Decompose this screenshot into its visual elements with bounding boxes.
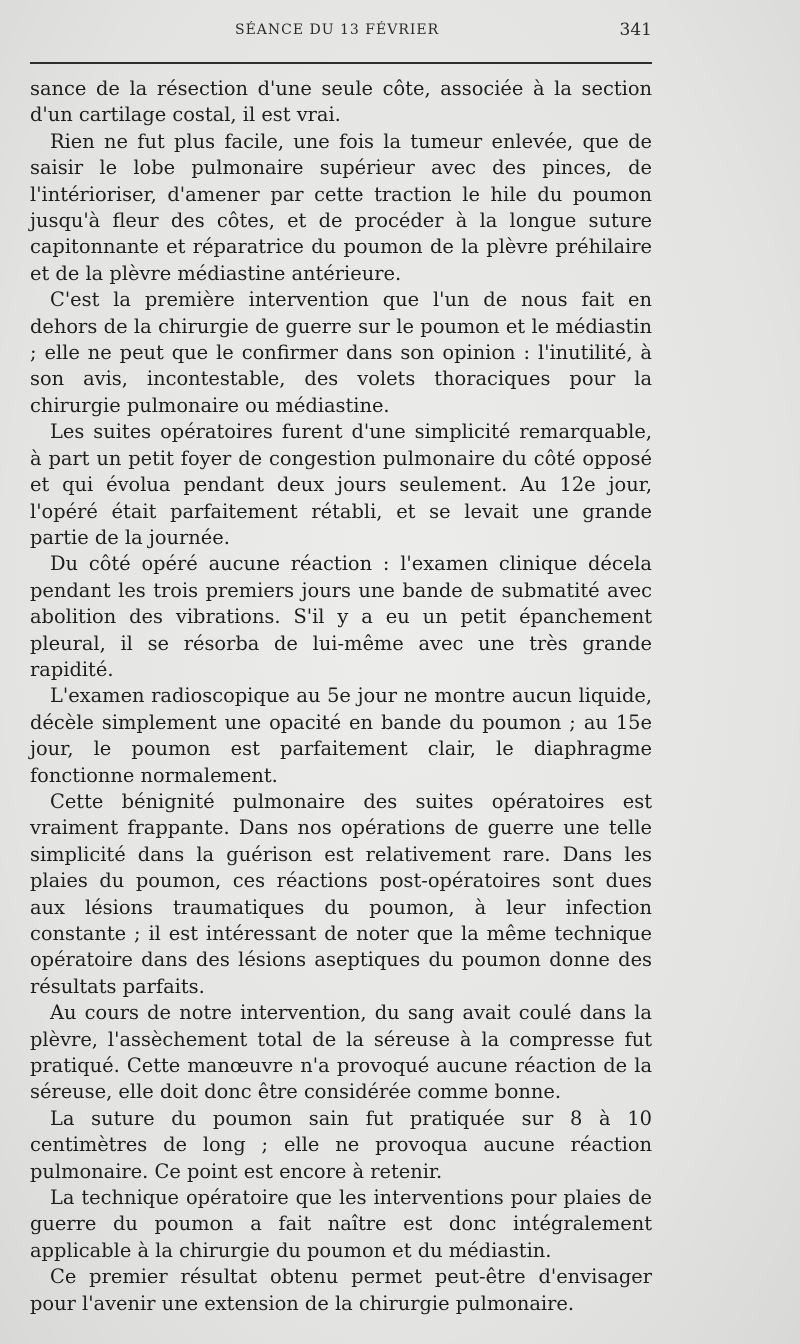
paragraph-2: Rien ne fut plus facile, une fois la tumeur enlevée, que de saisir le lobe pulmonaire supérieur avec des pinces, de l'intérioriser, d'amener par cette traction le hile du poumon jusqu'à fleur des côtes, et de procéder à la longue suture capitonnante et réparatrice du poumon de la plèvre préhilaire et de la plèvre médiastine antérieure.	[30, 129, 652, 285]
paragraph-1: sance de la résection d'une seule côte, associée à la section d'un cartilage costal, il est vrai.	[30, 77, 652, 127]
paragraph-11: Ce premier résultat obtenu permet peut-être d'envisager pour l'avenir une extension de la chirurgie pulmonaire.	[30, 1265, 652, 1315]
header-rule	[30, 62, 652, 64]
paragraph-8: Au cours de notre intervention, du sang avait coulé dans la plèvre, l'assèchement total de la séreuse à la compresse fut pratiqué. Cette manœuvre n'a provoqué aucune réaction de la séreuse, elle doit donc être considérée comme bonne.	[30, 1001, 652, 1104]
paragraph-5: Du côté opéré aucune réaction : l'examen clinique décela pendant les trois premiers jours une bande de submatité avec abolition des vibrations. S'il y a eu un petit épanchement pleural, il se résorba de lui-même avec une très grande rapidité.	[30, 552, 652, 681]
paragraph-4: Les suites opératoires furent d'une simplicité remarquable, à part un petit foyer de congestion pulmonaire du côté opposé et qui évolua pendant deux jours seulement. Au 12e jour, l'opéré était parfaitement rétabli, et se levait une grande partie de la journée.	[30, 420, 652, 549]
paragraph-6: L'examen radioscopique au 5e jour ne montre aucun liquide, décèle simplement une opacité en bande du poumon ; au 15e jour, le poumon est parfaitement clair, le diaphragme fonctionne normalement.	[30, 684, 652, 787]
body-text	[30, 76, 652, 1317]
page-header	[30, 20, 652, 44]
page-number: 341	[619, 20, 652, 40]
paragraph-10: La technique opératoire que les interventions pour plaies de guerre du poumon a fait naître est donc intégralement applicable à la chirurgie du poumon et du médiastin.	[30, 1186, 652, 1262]
paragraph-3: C'est la première intervention que l'un de nous fait en dehors de la chirurgie de guerre sur le poumon et le médiastin ; elle ne peut que le confirmer dans son opinion : l'inutilité, à son avis, incontestable, des volets thoraciques pour la chirurgie pulmonaire ou médiastine.	[30, 288, 652, 417]
running-title: SÉANCE DU 13 FÉVRIER	[235, 22, 440, 38]
paragraph-7: Cette bénignité pulmonaire des suites opératoires est vraiment frappante. Dans nos opérations de guerre une telle simplicité dans la guérison est relativement rare. Dans les plaies du poumon, ces réactions post-opératoires sont dues aux lésions traumatiques du poumon, à leur infection constante ; il est intéressant de noter que la même technique opératoire dans des lésions aseptiques du poumon donne des résultats parfaits.	[30, 789, 652, 998]
paragraph-9: La suture du poumon sain fut pratiquée sur 8 à 10 centimètres de long ; elle ne provoqua aucune réaction pulmonaire. Ce point est encore à retenir.	[30, 1106, 652, 1183]
